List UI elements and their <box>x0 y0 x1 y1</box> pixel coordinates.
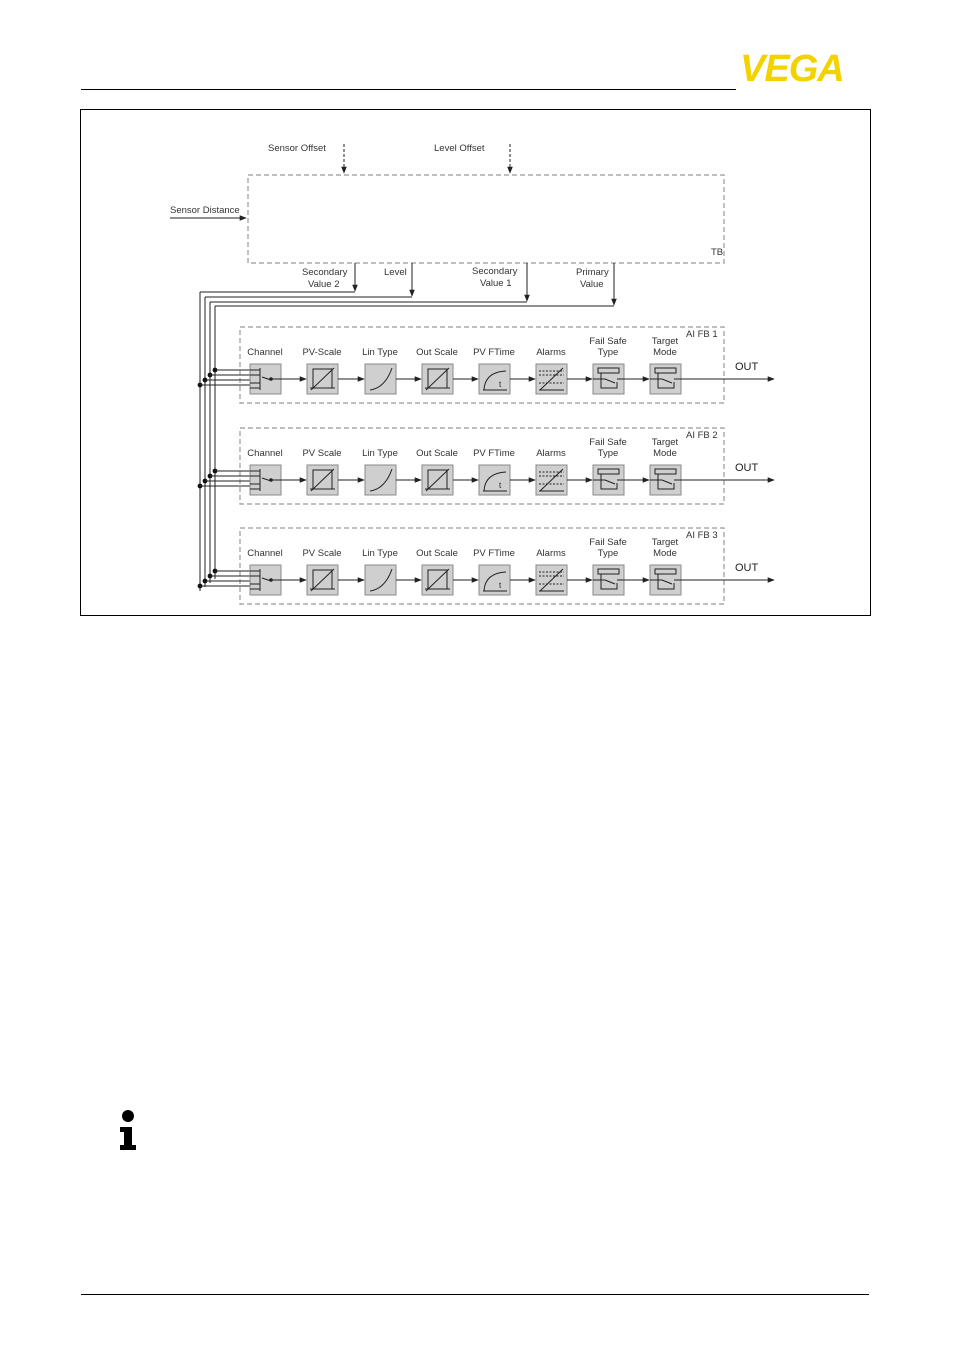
stage-label: Out Scale <box>416 347 458 358</box>
stage-switch <box>650 537 681 595</box>
stage-label: Target <box>651 437 679 448</box>
stage-label: Target <box>651 537 679 548</box>
function-block-1 <box>198 327 774 403</box>
tb-output-label: Secondary <box>472 266 518 277</box>
stage-label: Fail Safe <box>589 437 627 448</box>
tb-output-primary-value <box>576 267 609 290</box>
stage-label: Fail Safe <box>589 336 627 347</box>
stage-label: Channel <box>247 448 283 459</box>
tb-output-label: Level <box>384 267 407 278</box>
stage-alarm-limits <box>536 347 567 394</box>
stage-scale <box>416 448 458 495</box>
stage-label: PV FTime <box>473 347 515 358</box>
logo-text: VEGA <box>740 50 844 84</box>
stage-switch <box>589 336 627 394</box>
out-label: OUT <box>735 361 759 373</box>
stage-filter-time <box>473 347 515 394</box>
stage-scale <box>302 347 341 394</box>
stage-linearization-curve <box>362 548 398 595</box>
tb-output-secondary-value-2 <box>302 267 348 290</box>
stage-channel-switch <box>247 448 282 495</box>
stage-filter-time <box>473 448 515 495</box>
stage-label: Channel <box>247 548 283 559</box>
stage-label: Alarms <box>536 347 566 358</box>
stage-label: Type <box>597 448 619 459</box>
stage-switch <box>650 336 681 394</box>
tb-output-label: Value 1 <box>480 278 512 289</box>
tb-output-label: Value 2 <box>308 279 340 290</box>
tb-output-label: Value <box>580 279 604 290</box>
out-label: OUT <box>735 562 759 574</box>
stage-label: Alarms <box>536 548 566 559</box>
stage-label: PV FTime <box>473 448 515 459</box>
sensor-distance-label: Sensor Distance <box>170 205 240 216</box>
function-blocks <box>198 327 774 604</box>
stage-label: Alarms <box>536 448 566 459</box>
transducer-block <box>248 175 724 263</box>
stage-linearization-curve <box>362 448 398 495</box>
svg-text:t: t <box>499 380 502 389</box>
stage-label: Lin Type <box>362 448 398 459</box>
header-rule <box>81 89 736 90</box>
out-label: OUT <box>735 462 759 474</box>
stage-label: Out Scale <box>416 548 458 559</box>
function-block-diagram <box>80 109 871 616</box>
stage-label: Channel <box>247 347 283 358</box>
stage-linearization-curve <box>362 347 398 394</box>
info-icon <box>117 1109 139 1151</box>
stage-label: PV-Scale <box>302 347 342 358</box>
stage-switch <box>589 537 627 595</box>
stage-channel-switch <box>247 548 282 595</box>
stage-label: PV Scale <box>302 548 342 559</box>
level-offset-label: Level Offset <box>434 143 485 154</box>
vega-logo <box>740 50 872 84</box>
stage-switch <box>650 437 681 495</box>
footer-rule <box>81 1294 869 1295</box>
stage-scale <box>302 548 341 595</box>
stage-label: Out Scale <box>416 448 458 459</box>
function-block-3 <box>198 528 774 604</box>
stage-alarm-limits <box>536 448 567 495</box>
stage-alarm-limits <box>536 548 567 595</box>
tb-output-label: Primary <box>576 267 609 278</box>
stage-scale <box>416 347 458 394</box>
stage-label: Mode <box>653 347 677 358</box>
function-block-label: AI FB 1 <box>686 329 718 340</box>
stage-label: Fail Safe <box>589 537 627 548</box>
stage-label: Lin Type <box>362 347 398 358</box>
stage-label: Target <box>651 336 679 347</box>
stage-filter-time <box>473 548 515 595</box>
sensor-offset-label: Sensor Offset <box>268 143 326 154</box>
tb-output-level <box>384 267 407 278</box>
signal-wires <box>200 263 614 591</box>
stage-label: Type <box>597 548 619 559</box>
stage-label: Mode <box>653 448 677 459</box>
stage-label: Type <box>597 347 619 358</box>
function-block-2 <box>198 428 774 504</box>
stage-scale <box>416 548 458 595</box>
stage-label: PV FTime <box>473 548 515 559</box>
tb-output-label: Secondary <box>302 267 348 278</box>
stage-label: Lin Type <box>362 548 398 559</box>
function-block-label: AI FB 2 <box>686 430 718 441</box>
tb-label: TB <box>711 247 724 258</box>
svg-text:t: t <box>499 581 502 590</box>
stage-channel-switch <box>247 347 282 394</box>
stage-scale <box>302 448 341 495</box>
stage-label: PV Scale <box>302 448 342 459</box>
svg-text:t: t <box>499 481 502 490</box>
stage-switch <box>589 437 627 495</box>
tb-output-secondary-value-1 <box>472 266 518 289</box>
function-block-label: AI FB 3 <box>686 530 718 541</box>
stage-label: Mode <box>653 548 677 559</box>
